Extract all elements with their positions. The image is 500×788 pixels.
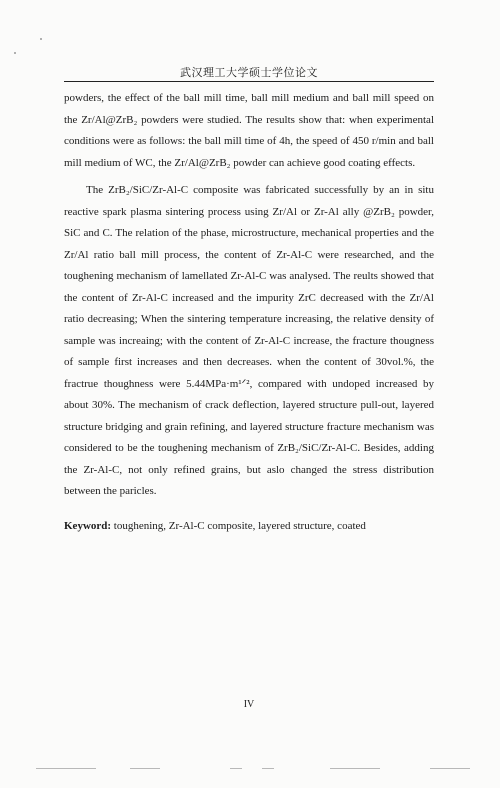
scan-line <box>36 768 96 769</box>
header-rule <box>64 81 434 82</box>
running-header: 武汉理工大学硕士学位论文 <box>180 66 318 79</box>
scan-line <box>430 768 470 769</box>
scan-line <box>330 768 380 769</box>
scan-line <box>130 768 160 769</box>
page-number: IV <box>243 699 255 710</box>
scan-speck <box>14 52 16 54</box>
paragraph-ball-mill: powders, the effect of the ball mill time, ball mill medium and ball mill speed on the Zr/Al@ZrB₂ powders were studied. The results show that: when experimental conditions were as follows: the ball mill time of 4h, the speed of 450 r/min and ball mill medium of WC, the Zr/Al@ZrB₂ powder can achieve good coating effects. <box>64 92 434 169</box>
paragraph-composite: The ZrB₂/SiC/Zr-Al-C composite was fabricated successfully by an in situ reactive spark plasma sintering process using Zr/Al or Zr-Al ally @ZrB₂ powder, SiC and C. The relation of the phase, microstructure, mechanical properties and the Zr/Al ratio ball mill process, the content of Zr-Al-C were researched, and the toughening mechanism of lamellated Zr-Al-C was analysed. The reults showed that the content of Zr-Al-C increased and the impurity ZrC decreased with the Zr/Al ratio decreasing; When the sintering temperature increasing, the relative density of sample was increaing; with the content of Zr-Al-C increase, the fracture thougness of sample first increases and then decreases. when the content of 30vol.%, the fractrue thoughness were 5.44MPa·m¹ᐟ², compared with undoped increased by about 30%. The mechanism of crack deflection, layered structure pull-out, layered structure bridging and grain refining, and layered structure fracture mechanism was considered to be the toughening mechanism of ZrB₂/SiC/Zr-Al-C. Besides, adding the Zr-Al-C, not only refined grains, but aslo changed the stress distribution between the paricles. <box>64 184 434 497</box>
scan-speck <box>40 38 42 40</box>
keywords-text: toughening, Zr-Al-C composite, layered structure, coated <box>113 519 366 532</box>
keywords-label: Keyword: <box>64 519 112 532</box>
scan-line <box>230 768 242 769</box>
abstract-body <box>64 88 434 537</box>
keywords-line <box>64 516 434 538</box>
scan-line <box>262 768 274 769</box>
